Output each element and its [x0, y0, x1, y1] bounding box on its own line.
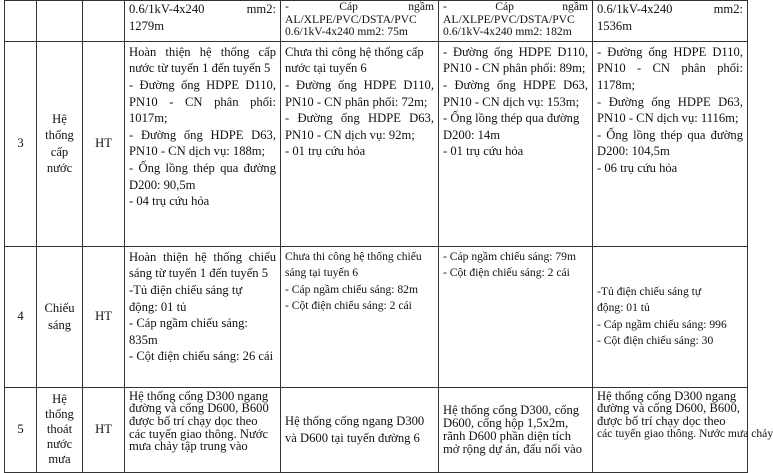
- row-item-name: Hệ thống thoát nước mưa: [37, 387, 83, 472]
- cell-expansion-water: - Đường ống HDPE D110, PN10 - CN phân phối: 89m; - Đường ống HDPE D63, PN10 - CN dịch vụ: 153m; - Ống lồng thép qua đường D200: 14m - 01 trụ cứu hỏa: [439, 41, 593, 246]
- row-item-name: Hệ thống cấp nước: [37, 41, 83, 246]
- row-number: 4: [5, 246, 37, 387]
- table-row-lighting: [5, 246, 748, 387]
- cell-current-lighting: Hoàn thiện hệ thống chiếu sáng từ tuyến 1 đến tuyến 5 -Tủ điện chiếu sáng tự động: 01 tủ - Cáp ngầm chiếu sáng: 835m - Cột điện chiếu sáng: 26 cái: [125, 246, 281, 387]
- cell-pending-cables: - Cáp ngầm AL/XLPE/PVC/DSTA/PVC 0.6/1kV-4x240 mm2: 75m: [281, 1, 439, 42]
- cell-pending-drainage: Hệ thống cống ngang D300 và D600 tại tuyến đường 6: [281, 387, 439, 472]
- cell-expansion-lighting: - Cáp ngầm chiếu sáng: 79m - Cột điện chiếu sáng: 2 cái: [439, 246, 593, 387]
- cell-current-cables: 0.6/1kV-4x240 mm2: 1279m: [125, 1, 281, 42]
- cell-total-drainage: Hệ thống cống D300 ngang đường và cống D600, B600, được bố trí chạy dọc theo các tuyến giao thông. Nước mưa chảy: [593, 387, 748, 472]
- table-row-cables: [5, 1, 748, 42]
- cell-total-cables: 0.6/1kV-4x240 mm2: 1536m: [593, 1, 748, 42]
- cell-total-water: - Đường ống HDPE D110, PN10 - CN phân phối: 1178m; - Đường ống HDPE D63, PN10 - CN dịch vụ: 1116m; - Ống lồng thép qua đường D200: 104,5m - 06 trụ cứu hỏa: [593, 41, 748, 246]
- cell-pending-water: Chưa thi công hệ thống cấp nước tại tuyến 6 - Đường ống HDPE D110, PN10 - CN phân phối: 72m; - Đường ống HDPE D63, PN10 - CN dịch vụ: 92m; - 01 trụ cứu hỏa: [281, 41, 439, 246]
- cell-current-drainage: Hệ thống cống D300 ngang đường và cống D600, B600 được bố trí chạy dọc theo các tuyến giao thông. Nước mưa chảy tập trung vào: [125, 387, 281, 472]
- row-unit: HT: [83, 41, 125, 246]
- table-row-water-supply: [5, 41, 748, 246]
- cell-expansion-cables: - Cáp ngầm AL/XLPE/PVC/DSTA/PVC 0.6/1kV-4x240 mm2: 182m: [439, 1, 593, 42]
- cell-expansion-drainage: Hệ thống cống D300, cống D600, cống hộp 1,5x2m, rãnh D600 phần diện tích mở rộng dự án, đấu nối vào: [439, 387, 593, 472]
- row-item-name: Chiếu sáng: [37, 246, 83, 387]
- cell-pending-lighting: Chưa thi công hệ thống chiếu sáng tại tuyến 6 - Cáp ngầm chiếu sáng: 82m - Cột điện chiếu sáng: 2 cái: [281, 246, 439, 387]
- infrastructure-table: [4, 0, 773, 473]
- row-number: 5: [5, 387, 37, 472]
- table-row-drainage: [5, 387, 748, 472]
- row-unit: HT: [83, 246, 125, 387]
- cell-total-lighting: -Tủ điện chiếu sáng tự động: 01 tủ - Cáp ngầm chiếu sáng: 996 - Cột điện chiếu sáng: 30: [593, 246, 748, 387]
- row-number: 3: [5, 41, 37, 246]
- cell-current-water: Hoàn thiện hệ thống cấp nước từ tuyến 1 đến tuyến 5 - Đường ống HDPE D110, PN10 - CN phân phối: 1017m; - Đường ống HDPE D63, PN10 - CN dịch vụ: 188m; - Ống lồng thép qua đường D200: 90,5m - 04 trụ cứu hỏa: [125, 41, 281, 246]
- row-unit: HT: [83, 387, 125, 472]
